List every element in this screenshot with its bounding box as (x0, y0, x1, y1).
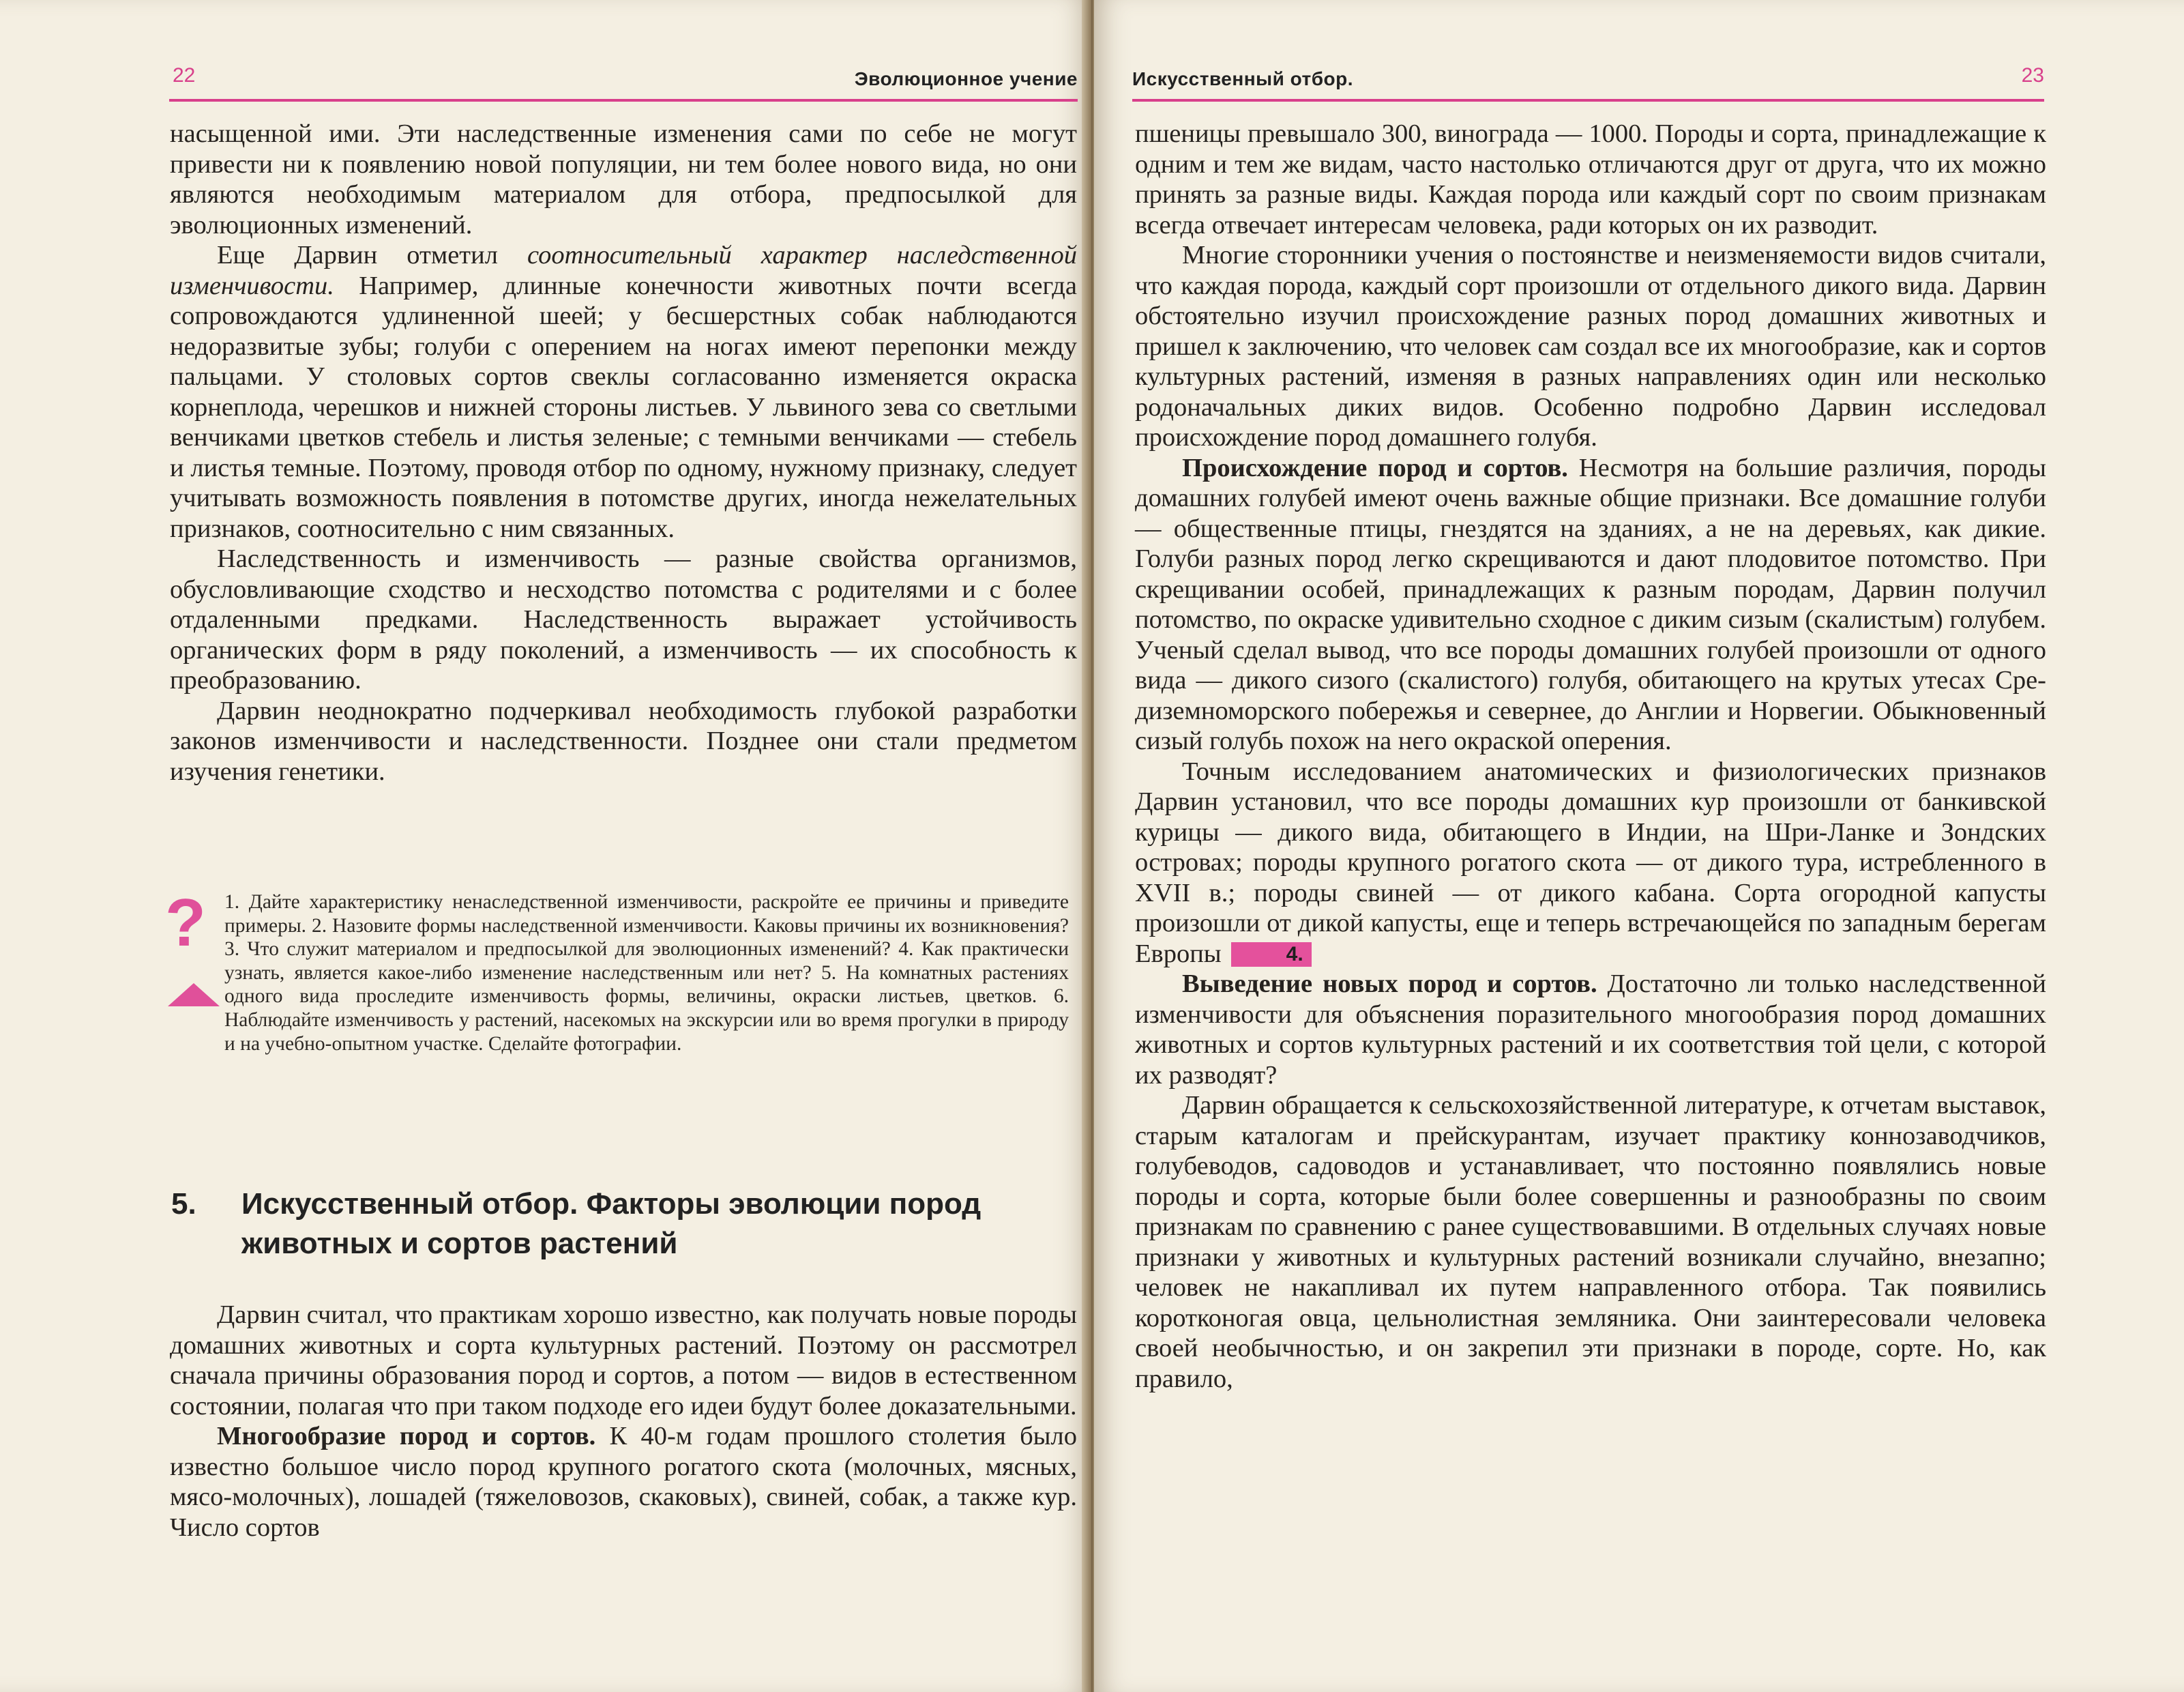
header-rule (1132, 99, 2044, 102)
text-run: Дарвин считал, что практикам хорошо известно, как получать новые породы домашних животных и сорта культурных растений. Поэтому он рассмотрел сначала причины образования пород и сортов, а потом — видов в естественном состоянии, полагая что при таком подходе его идеи будут более доказательными. (170, 1300, 1077, 1420)
question-mark-icon: ? (165, 885, 206, 960)
paragraph (170, 240, 1077, 544)
text-run: Многие сторонники учения о постоянстве и неизменяемости видов считали, что каждая порода, каждый сорт произошли от отдельного дикого вида. Дарвин обстоятельно изучил происхождение разных пород домашних животных и пришел к заключению, что человек сам создал все их многообразие, как и сортов культурных растений, изменяя в разных направлениях один или несколько родоначальных диких видов. Особенно подробно Дарвин исследовал происхождение пород домашнего голубя. (1135, 241, 2046, 452)
paragraph-lead: Выведение новых пород и сортов. (1182, 969, 1597, 998)
page-number: 22 (173, 64, 196, 87)
text-run: Достаточно ли только наследственной изменчивости для объяснения поразительного многообразия пород домашних животных и сортов культурных растений и их соответствия той цели, с которой их разводят? (1135, 969, 2046, 1090)
paragraph (1135, 453, 2046, 757)
running-head: Эволюционное учение (854, 68, 1078, 89)
text-run: Точным исследованием анатомических и физиологических признаков Дарвин установил, что все породы домашних кур произошли от банкивской курицы — дикого вида, обитающего в Индии, на Шри-Ланке и Зондских островах; породы крупного рогатого скота — от дикого тура, истребленного в XVII в.; породы свиней — от дикого кабана. Сорта огородной капусты произошли от дикой капусты, еще и теперь встречающейся по западным берегам Европы (1135, 757, 2046, 968)
section-body-text (170, 1300, 1077, 1543)
left-page (0, 0, 1090, 1692)
text-run: Еще Дарвин отметил (217, 241, 527, 269)
paragraph (170, 1421, 1077, 1543)
paragraph (170, 1300, 1077, 1421)
paragraph: Наследственность и изменчивость — разные свойства организмов, обусловливающие сходство и несходство потомства с родителями и с более отдаленными предками. Наследственность выражает устойчивость органических форм в ряду поколений, а изменчивость — их способность к преобразованию. (170, 544, 1077, 695)
figure-marker: 4. (1231, 942, 1312, 967)
text-run: Несмотря на большие различия, породы домашних голубей имеют очень важные общие признаки. Все домашние голуби — общественные птицы, гнездятся на зданиях, а не на деревьях, как дикие. Голуби разных пород легко скрещиваются и дают плодовитое потомство. При скрещивании особей, принадлежащих к разным породам, Дарвин получил потомство, по окраске удивительно сходное с диким сизым (скалистым) голубем. Ученый сделал вывод, что все породы домашних голубей произошли от одного вида — дикого сизого (скалистого) голубя, обитающего на крутых утесах Средиземноморского побережья и севернее, до Англии и Норвегии. Обыкновенный сизый голубь похож на него окраской оперения. (1135, 453, 2046, 755)
paragraph: Дарвин неоднократно подчеркивал необходимость глубокой разработки законов изменчивости и наследственности. Позднее они стали предметом изучения генетики. (170, 696, 1077, 786)
body-text (1135, 119, 2046, 1394)
text-run: пшеницы превышало 300, винограда — 1000. Породы и сорта, принадлежащие к одним и тем же видам, часто настолько отличаются друг от друга, что их можно принять за разные виды. Каждая порода или каждый сорт по своим признакам всегда отвечает интересам человека, ради которых он их разводит. (1135, 119, 2046, 239)
paragraph (1135, 1090, 2046, 1394)
paragraph: насыщенной ими. Эти наследственные изменения сами по себе не могут привести ни к появлению новой популяции, ни тем более нового вида, но они являются необходимым материалом для отбора, предпосылкой для эволюционных изменений. (170, 119, 1077, 239)
review-questions: 1. Дайте характеристику ненаследственной изменчивости, раскройте ее причины и приведите примеры. 2. Назовите формы наследственной изменчивости. Каковы причины их возникновения? 3. Что служит материалом и предпосылкой для эволюционных изменений? 4. Как практически узнать, является какое-либо изменение наследственным или нет? 5. На комнатных растениях одного вида проследите изменчивость формы, величины, окраски листьев, цветков. 6. Наблюдайте изменчивость у растений, насекомых на экскурсии или во время прогулки в природу и на учебно-опытном участке. Сделайте фотографии. (224, 891, 1069, 1055)
italic-term: соотносительный характер наследственной изменчивости. (170, 241, 1077, 300)
paragraph (1135, 240, 2046, 453)
triangle-icon (168, 983, 220, 1006)
paragraph (1135, 119, 2046, 240)
paragraph (1135, 757, 2046, 969)
paragraph-lead: Происхождение пород и сортов. (1182, 453, 1568, 482)
paragraph-lead: Многообразие пород и сортов. (217, 1422, 596, 1450)
header-rule (169, 99, 1078, 102)
section-title: Искусственный отбор. Факторы эволюции пород животных и сортов растений (241, 1187, 982, 1260)
section-number: 5. (171, 1187, 196, 1221)
text-run: Например, длинные конечности животных почти всегда сопровождаются удлиненной шеей; у бесшерстных собак наблюдаются недоразвитые зубы; голуби с оперением на ногах имеют перепонки между пальцами. У столовых сортов свеклы согласованно изменяется окраска корнеплода, черешков и нижней стороны листьев. У львиного зева со светлыми венчиками цветков стебель и листья зеленые; с темными венчиками — стебель и листья темные. Поэтому, проводя отбор по одному, нужному признаку, следует учитывать возможность появления в потомстве других, иногда нежелательных признаков, соотносительно с ним связанных. (170, 271, 1077, 543)
page-number: 23 (2021, 64, 2044, 87)
text-run: Дарвин обращается к сельскохозяйственной литературе, к отчетам выставок, старым каталогам и прейскурантам, изучает практику коннозаводчиков, голубеводов, садоводов и устанавливает, что постоянно появлялись новые породы и сорта, которые были более совершенны и разнообразны по своим признакам по сравнению с ранее существовавшими. В отдельных случаях новые признаки у животных и культурных растений возникали случайно, внезапно; человек не накапливал их путем направленного отбора. Так появились коротконогая овца, цельнолистная земляника. Они заинтересовали человека своей необычностью, и он закрепил эти признаки в породе, сорте. Но, как правило, (1135, 1091, 2046, 1393)
paragraph (1135, 969, 2046, 1090)
right-page (1094, 0, 2184, 1692)
text-run: К 40-м годам прошлого столетия было известно большое число пород крупного рогатого скота (молочных, мясных, мясо-молочных), лошадей (тяжеловозов, скаковых), свиней, собак, а также кур. Число сортов (170, 1422, 1077, 1542)
body-text (170, 119, 1077, 787)
running-head: Искусственный отбор. (1132, 68, 1353, 89)
